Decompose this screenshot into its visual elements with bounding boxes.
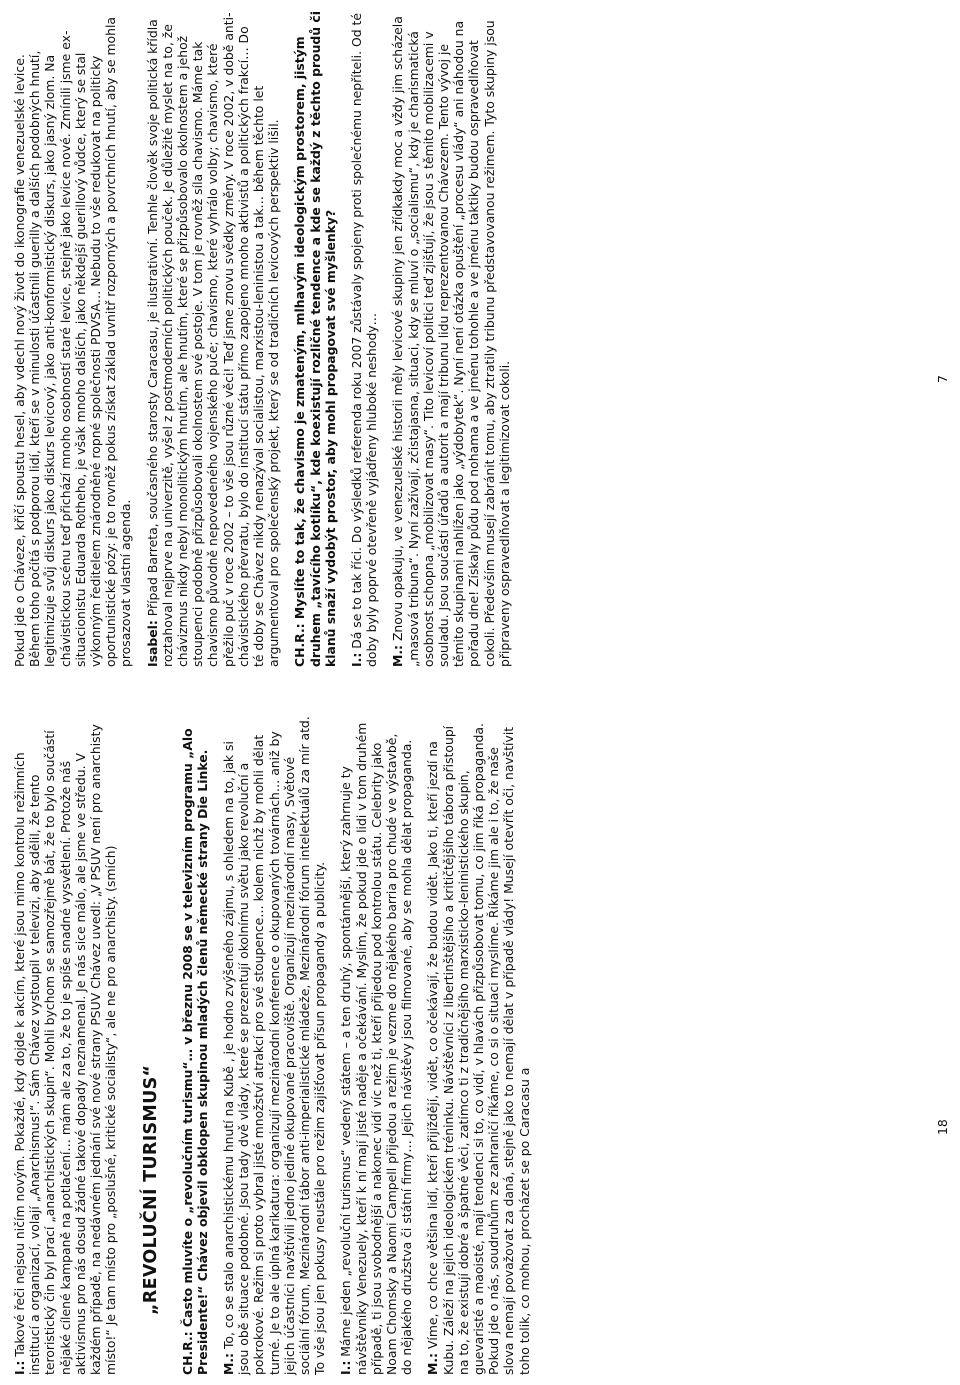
paragraph <box>145 11 282 667</box>
paragraph-text: Dá se to tak říci. Do výsledků referenda roku 2007 zůstávaly spojeny proti společnému nepříteli. Od té doby byly poprvé otevřeně vyjádřeny hluboké neshody… <box>349 13 380 667</box>
paragraph-text: Máme jeden „revoluční turismus“ vedený státem – a ten druhý, spontánnější, který zahrnuje ty návštěvníky Venezuely, kteří k ní mají jisté naděje a očekávání. Myslím, že pokud jde o lidi v tom druhém případě, ti jsou svobodnější a nakonec vidí víc než ti, kteří přijedou pod kontrolou státu. Celebrity jako Noam Chomsky a Naomi Campell přijedou a režim je vezme do nějakého barria pro chudé ve výstavbě, do nějakého družstva či státní firmy… Jejich návštěvy jsou filmované, aby se mohla dělat propaganda. <box>338 722 415 1375</box>
left-text-column <box>12 715 543 1375</box>
paragraph <box>390 11 512 667</box>
section-heading: „REVOLUČNÍ TURISMUS“ <box>141 1064 162 1315</box>
left-page <box>0 693 960 1385</box>
paragraph-text: Případ Barreta, současného starosty Caracasu, je ilustrativní. Tenhle člověk svoje politická křídla roztahoval nejprve na univerzitě, vyšel z postmoderních politických pouček. Je důležité myslet na to, že chávizmus nikdy nebyl monolitickým hnutím, ale hnutím, které se přizpůsobovalo okolnostem a jehož stoupenci podobně přizpůsobovali okolnostem své postoje. V tom je rovněž síla chavismo. Máme tak chavismo původně nepovedeného vojenského puče; chavismo, které vyhrálo volby; chavismo, které přežilo puč v roce 2002 – to vše jsou různé věci! Teď jsme znovu svědky změny. V roce 2002, v době anti-chávistického převratu, bylo do institucí státu přímo zapojeno mnoho aktivistů a politických frakcí… Do té doby se Chávez nikdy nenazýval socialistou, marxistou-leninistou a tak… během těchto let argumentoval pro společenský projekt, který se od tradičních levicových perspektiv lišil. <box>144 12 282 667</box>
paragraph <box>338 715 414 1375</box>
right-text-column <box>12 11 523 667</box>
speaker-label: M.: <box>425 1353 441 1375</box>
speaker-label: M.: <box>390 645 406 667</box>
speaker-label: I.: <box>349 652 365 667</box>
paragraph <box>425 715 531 1375</box>
interviewer-question: CH.R.: Myslíte to tak, že chavismo je zmateným, mlhavým ideologickým prostorem, jistým druhem „tavícího kotlíku“, kde koexistují rozličné tendence a kde se každý z těchto proudů či klanů snaží vydobýt prostor, aby mohl propagovat své myšlenky? <box>292 11 338 667</box>
page-number: 7 <box>935 375 950 383</box>
paragraph-text: To, co se stalo anarchistickému hnutí na Kubě , je hodno zvýšeného zájmu, s ohledem na to, jak si jsou obě situace podobné. Jsou tady dvě vlády, které se prezentují okolnímu světu jako revoluční a pokrokové. Režim si proto vybral jisté množství atrakcí pro své stoupence… kolem nichž by mohli dělat turné. Je to ale úplná karikatura: organizují mezinárodní konference o okupovaných továrnách… aniž by jejich účastníci navštívili jedno jediné okupované pracoviště. Organizují mezinárodní masy, Světové sociální fórum, Mezinárodní tábor anti-imperialistické mládeže, Mezinárodní fórum intelektuálů za mír atd. To vše jsou jen pokusy neustále pro režim zajišťovat přísun propagandy a publicity. <box>221 716 328 1375</box>
paragraph-text: Pokud jde o Cháveze, křičí spoustu hesel, aby vdechl nový život do ikonografie venezuelské levice. Během toho počítá s podporou lidí, kteří se v minulosti účastnili guerilly a dalších podobných hnutí, legitimizuje svůj diskurs jako diskurs levicový, jako anti-konformistický diskurs, jako jasný zlom. Na chávistickou scénu teď přichází mnoho osobností staré levice, stejně jako levice nové. Zmínili jsme ex-situacionistu Eduarda Rotheho, je však mnoho dalších, jako někdejší guerillový vůdce, který se stal výkonným ředitelem znárodněné ropné společnosti PDVSA… Nebudu to vše redukovat na politicky oportunistické pózy: je to rovněž pokus získat základ uvnitř rozporných a povrchních hnutí, aby se mohla prosazovat vlastní agenda. <box>12 17 134 667</box>
page-number: 18 <box>935 1119 950 1135</box>
paragraph <box>221 715 327 1375</box>
speaker-label: I.: <box>338 1360 354 1375</box>
paragraph <box>349 11 379 667</box>
speaker-label: M.: <box>221 1353 237 1375</box>
speaker-label: Isabel: <box>144 620 160 667</box>
paragraph-text: Víme, co chce většina lidí, kteří přijíždějí, vidět, co očekávají, že budou vidět. Jako ti, kteří jezdí na Kubu. Záleží na jejich ideologickém tréninku. Návštěvníci z libertinštějšího a kritičtějšího tábora přistoupí na to, že existují dobré a špatné věci, zatímco ti z tradičnějšího marxisticko-leninistického skupin, guevaristé a maoisté, mají tendenci si to, co vidí, v hlavách přizpůsobovat tomu, co jim říká propaganda. Pokud jde o nás, soudruhům ze zahraničí říkáme, co si o situaci myslíme. Říkáme jim ale i to, že naše slova nemají považovat za daná, stejně jako to nemají dělat v případě vlády! Musejí otevřít oči, navštívit toho tolik, co mohou, procházet se po Caracasu a <box>425 723 532 1375</box>
speaker-label: I.: <box>12 1360 27 1375</box>
paragraph <box>12 715 118 1375</box>
paragraph-text: Znovu opakuju, ve venezuelské historii měly levicové skupiny jen zřídkakdy moc a vždy jim scházela „masová tribuna“. Nyní zažívají, zčistajasna, situaci, kdy se mluví o „socialismu“, kdy je charismatická osobnost schopna „mobilizovat masy“. Tito levicoví politici teď zjišťují, že jsou s těmito mobilizacemi v souladu. Jsou součástí úřadů a autorit a mají tribunu lidu reprezentovanou Chávezem. Tento vývoj je těmito skupinami nahlížen jako „výdobytek“. Nyní není otázka opuštění „procesu vlády“ ani náhodou na pořadu dne! Získaly půdu pod nohama a ve jménu tohohle a ve jménu taktiky budou ospravedlňovat cokoli. Především musejí zabránit tomu, aby ztratily tribunu představovanou režimem. Tyto skupiny jsou připraveny ospravedlňovat a legitimizovat cokoli. <box>390 16 512 667</box>
interviewer-question: CH.R.: Často mluvíte o „revolučním turismu“… v březnu 2008 se v televizním programu „Alo Presidente!“ Chávez objevil obklopen skupinou mladých členů německé strany Die Linke. <box>179 728 210 1375</box>
paragraph-text: Takové řeči nejsou ničím novým. Pokaždé, kdy dojde k akcím, které jsou mimo kontrolu režimních institucí a organizací, volají „Anarchismus!“. Sám Chávez vystoupil v televizi, aby sdělil, že tento teroristický čin byl prací „anarchistických skupin“. Mohli bychom se samozřejmě bát, že to bylo součástí nějaké cílené kampaně na potlačení… mám ale za to, že to je spíše snadné vysvětlení. Protože náš aktivismus pro nás dosud žádné takové dopady neznamenal. Je nás sice málo, ale jsme ve středu. V každém případě, na nedávném jednání své nové strany PSUV Chávez uvedl: „V PSUV není pro anarchisty místo!“ Je tam místo pro „poslušné, kritické socialisty“, ale ne pro anarchisty. (smích) <box>12 724 119 1375</box>
